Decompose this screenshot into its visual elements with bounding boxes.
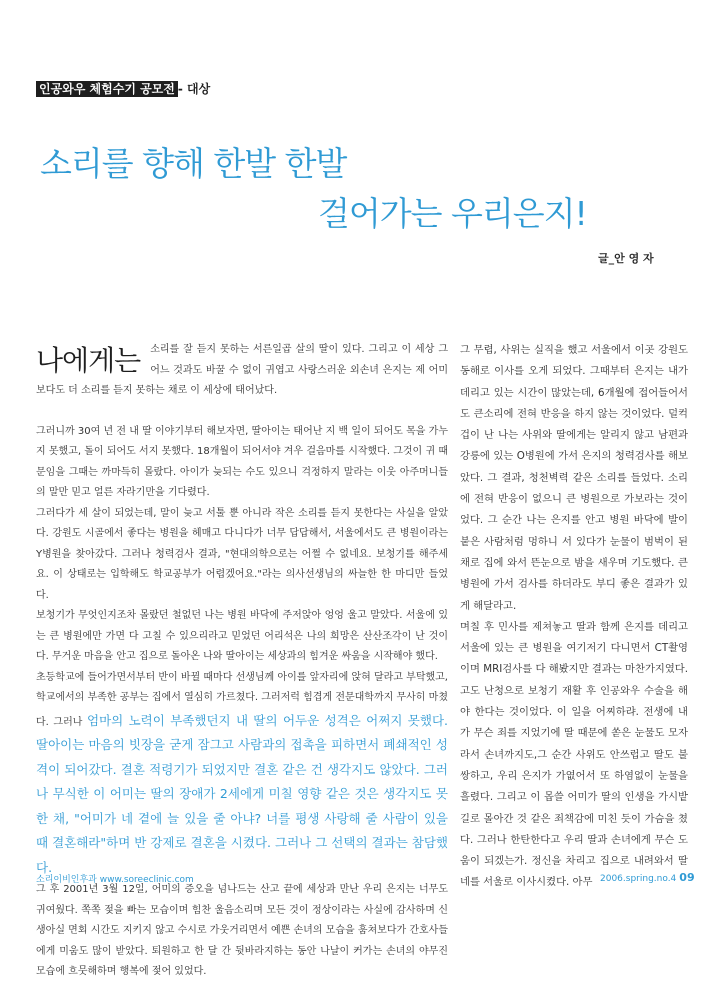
headline-line-2: 걸어가는 우리은지! xyxy=(318,194,587,233)
headline-line-1: 소리를 향해 한발 한발 xyxy=(40,144,347,183)
right-paragraph-1: 그 무렵, 사위는 실직을 했고 서울에서 이곳 강원도 동해로 이사를 오게 되었다. 그때부터 은지는 내가 데리고 있는 시간이 많았는데, 6개월에 접어들어서도 큰소리에 전혀 반응을 하지 않는 것이었다. 덜컥 겁이 난 나는 사위와 딸에게는 알리지 않고 남편과 강릉에 있는 O병원에 가서 은지의 청력검사를 해보았다. 그 결과, 청천벽력 같은 소리를 들었다. 소리에 전혀 반응이 없으니 큰 병원으로 가보라는 것이었다. 그 순간 나는 은지를 안고 병원 바닥에 발이 붙은 사람처럼 멍하니 서 있다가 눈물이 범벅이 된 채로 집에 와서 뜬눈으로 밤을 새우며 기도했다. 큰 병원에 가서 검사를 하더라도 부디 좋은 결과가 있게 해달라고. xyxy=(460,344,688,612)
paragraph-2: 그러다가 세 살이 되었는데, 말이 늦고 서툴 뿐 아니라 작은 소리를 듣지 못한다는 사실을 알았다. 강원도 시골에서 좋다는 병원을 헤매고 다니다가 너무 답답해서, 서울에서도 큰 병원이라는 Y병원을 찾아갔다. 그러나 청력검사 결과, "현대의학으로는 어쩔 수 없네요. 보청기를 해주세요. 이 상태로는 입학해도 학교공부가 어렵겠어요."라는 의사선생님의 싸늘한 한 마디만 들었다. xyxy=(36,507,448,601)
footer-clinic: 소리이비인후과 www.soreeclinic.com xyxy=(36,875,194,885)
paragraph-5: 그 후 2001년 3월 12일, 어미의 증오을 넘나드는 산고 끝에 세상과 만난 우리 은지는 너무도 귀여웠다. 쪽쪽 젖을 빠는 모습이며 힘찬 울음소리며 모든 것이 정상이라는 사실에 감사하며 신생아실 면회 시간도 지키지 않고 수시로 가웃거리면서 예쁜 손녀의 모습을 훔쳐보다가 간호사들에게 미움도 많이 받았다. 퇴원하고 한 달 간 뒷바라지하는 동안 나날이 커가는 손녀의 야무진 모습에 흐뭇해하며 행복에 젖어 있었다. xyxy=(36,884,448,977)
footer-issue xyxy=(600,871,695,884)
section-label-suffix: - 대상 xyxy=(177,82,211,96)
right-paragraph-2: 며칠 후 민사를 제쳐놓고 딸과 함께 은지를 데리고 서울에 있는 큰 병원을 여기저기 다니면서 CT촬영이며 MRI검사를 다 해봤지만 결과는 마찬가지였다. 고도 난청으로 보청기 재활 후 인공와우 수술을 해야 한다는 것이었다. 이 일을 어찌하랴. 전생에 내가 무슨 죄를 지었기에 딸 때문에 쏟은 눈물도 모자라서 손녀까지도,그 순간 사위도 안쓰럽고 딸도 불쌍하고, 우리 은지가 가엾어서 또 하염없이 눈물을 흘렸다. 그리고 이 몹쓸 어미가 딸의 인생을 가시밭길로 몰아간 것 같은 죄책감에 미친 듯이 가슴을 쳤다. 그러나 한탄한다고 우리 딸과 손녀에게 무슨 도움이 되겠는가. 정신을 차리고 집으로 내려와서 딸네를 서울로 이사시켰다. 아무 xyxy=(460,620,688,889)
paragraph-3: 보청기가 무엇인지조차 몰랐던 철없던 나는 병원 바닥에 주저앉아 엉엉 울고 말았다. 서울에 있는 큰 병원에만 가면 다 고칠 수 있으리라고 믿었던 어리석은 나의 희망은 산산조각이 난 것이다. 무거운 마음을 안고 집으로 돌아온 나와 딸아이는 세상과의 힘겨운 싸움을 시작해야 했다. xyxy=(36,610,448,662)
paragraph-4-start: 초등학교에 들어가면서부터 반이 바뀔 때마다 선생님께 아이를 앞자리에 앉혀 달라고 부탁했고, 학교에서의 부족한 공부는 집에서 열심히 가르쳤다. 그러저럭 힘겹게 전문대학까지 무사히 마쳤다. 그러나 xyxy=(36,671,448,728)
right-column xyxy=(460,340,688,894)
paragraph-1: 그러니까 30여 년 전 내 딸 이야기부터 해보자면, 딸아이는 태어난 지 백 일이 되어도 목을 가누지 못했고, 돌이 되어도 서지 못했다. 18개월이 되어서야 겨우 걸음마를 시작했다. 그것이 귀 때문임을 그때는 까마득히 몰랐다. 아이가 늦되는 수도 있으니 걱정하지 말라는 이웃 아주머니들의 말만 믿고 얼른 자라기만을 기다렸다. xyxy=(36,425,448,498)
section-label-boxed: 인공와우 체험수기 공모전 xyxy=(36,81,178,97)
paragraph-4 xyxy=(36,668,448,881)
section-label xyxy=(36,80,210,97)
page-number: 09 xyxy=(679,871,695,884)
byline: 글_안 영 자 xyxy=(598,252,654,265)
dropcap: 나에게는 xyxy=(36,344,141,377)
left-column xyxy=(36,340,448,983)
intro-paragraph xyxy=(36,340,448,402)
intro-text: 소리를 잘 듣지 못하는 서른일곱 살의 딸이 있다. 그리고 이 세상 그 어느 것과도 바꿀 수 없이 귀엽고 사랑스러운 외손녀 은지는 제 어미보다도 더 소리를 듣지 못하는 채로 이 세상에 태어났다. xyxy=(36,344,448,396)
highlight-quote: 엄마의 노력이 부족했던지 내 딸의 어두운 성격은 어쩌지 못했다. 딸아이는 마음의 빗장을 굳게 잠그고 사람과의 접촉을 피하면서 폐쇄적인 성격이 되어갔다. 결혼 적령기가 되었지만 결혼 같은 건 생각지도 않았다. 그러나 무식한 이 어미는 딸의 장애가 2세에게 미칠 영향 같은 것은 생각지도 못한 채, "어미가 네 곁에 늘 있을 줄 아냐? 너를 평생 사랑해 줄 사람이 있을 때 결혼해라"하며 반 강제로 결혼을 시켰다. 그러나 그 선택의 결과는 참담했다. xyxy=(36,712,448,875)
footer-issue-text: 2006.spring.no.4 xyxy=(600,874,677,884)
